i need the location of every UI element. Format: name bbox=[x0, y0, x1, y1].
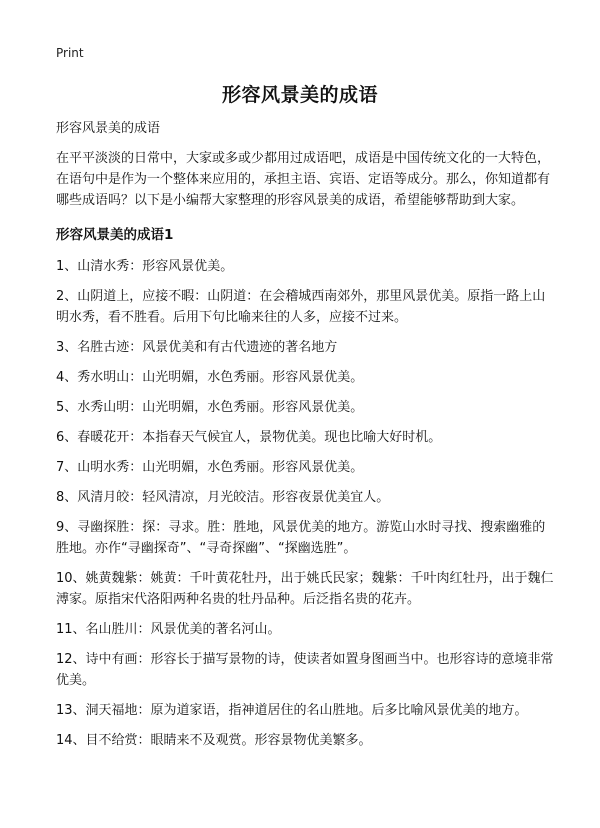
idiom-list bbox=[56, 256, 556, 751]
list-item: 1、山清水秀：形容风景优美。 bbox=[56, 259, 234, 274]
list-item: 5、水秀山明：山光明媚，水色秀丽。形容风景优美。 bbox=[56, 400, 364, 415]
list-item: 10、姚黄魏紫：姚黄：千叶黄花牡丹，出于姚氏民家；魏紫：千叶肉红牡丹，出于魏仁溥家。原指宋代洛阳两种名贵的牡丹品种。后泛指名贵的花卉。 bbox=[56, 571, 554, 607]
list-item: 11、名山胜川：风景优美的著名河山。 bbox=[56, 622, 281, 637]
list-item: 4、秀水明山：山光明媚，水色秀丽。形容风景优美。 bbox=[56, 370, 364, 385]
list-item: 2、山阴道上，应接不暇：山阴道：在会稽城西南郊外，那里风景优美。原指一路上山明水秀，看不胜看。后用下句比喻来往的人多，应接不过来。 bbox=[56, 289, 546, 325]
page-title: 形容风景美的成语 bbox=[221, 84, 378, 106]
list-item: 9、寻幽探胜：探：寻求。胜：胜地，风景优美的地方。游览山水时寻找、搜索幽雅的胜地。亦作“寻幽探奇”、“寻奇探幽”、“探幽选胜”。 bbox=[56, 520, 546, 556]
list-item: 8、风清月皎：轻风清凉，月光皎洁。形容夜景优美宜人。 bbox=[56, 490, 390, 505]
list-item: 3、名胜古迹：风景优美和有古代遗迹的著名地方 bbox=[56, 340, 338, 355]
section-heading: 形容风景美的成语1 bbox=[56, 227, 174, 243]
list-item: 7、山明水秀：山光明媚，水色秀丽。形容风景优美。 bbox=[56, 460, 364, 475]
print-link[interactable]: Print bbox=[56, 46, 84, 60]
article-subtitle: 形容风景美的成语 bbox=[56, 121, 161, 136]
intro-paragraph: 在平平淡淡的日常中，大家或多或少都用过成语吧，成语是中国传统文化的一大特色，在语句中是作为一个整体来应用的，承担主语、宾语、定语等成分。那么，你知道都有哪些成语吗？以下是小编帮大家整理的形容风景美的成语，希望能够帮助到大家。 bbox=[56, 151, 551, 208]
list-item: 12、诗中有画：形容长于描写景物的诗，使读者如置身图画当中。也形容诗的意境非常优美。 bbox=[56, 652, 554, 688]
article-body bbox=[56, 118, 556, 760]
list-item: 13、洞天福地：原为道家语，指神道居住的名山胜地。后多比喻风景优美的地方。 bbox=[56, 703, 528, 718]
list-item: 14、目不给赏：眼睛来不及观赏。形容景物优美繁多。 bbox=[56, 733, 372, 748]
list-item: 6、春暖花开：本指春天气候宜人，景物优美。现也比喻大好时机。 bbox=[56, 430, 442, 445]
